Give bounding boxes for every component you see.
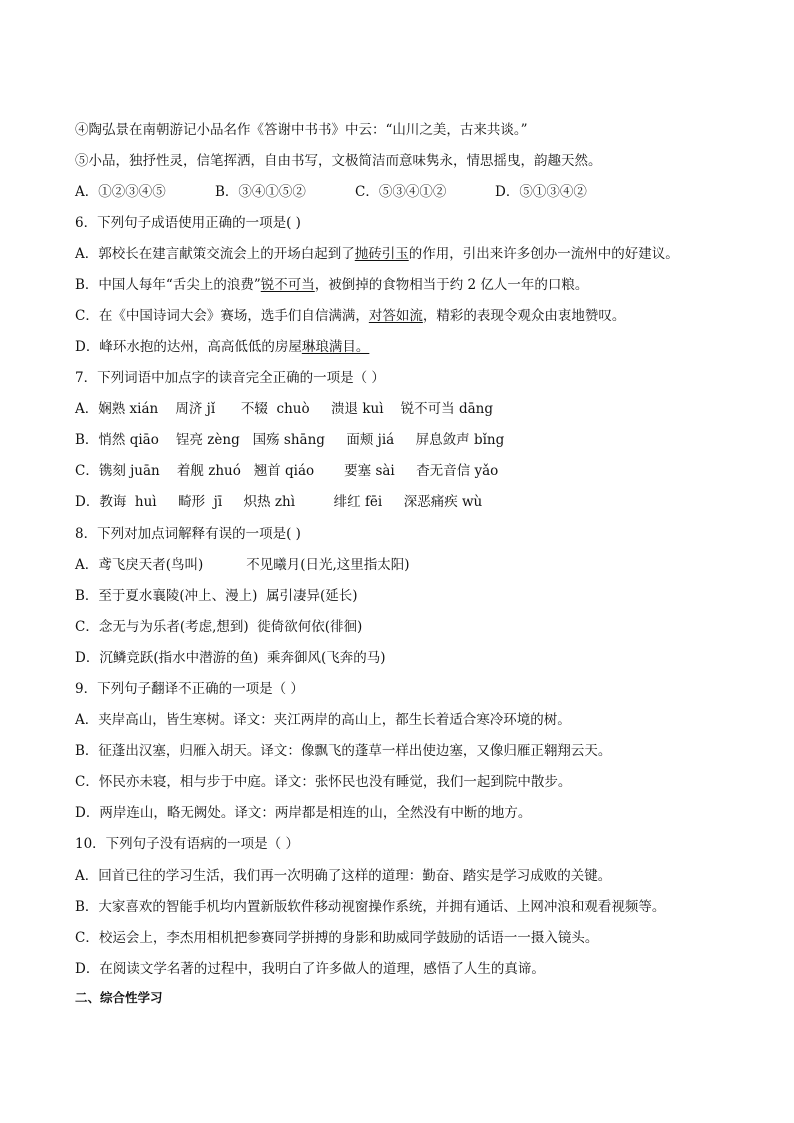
q7-option-b: B．悄然 qiāo 锃亮 zèng 国殇 shāng 面颊 jiá 屏息敛声 bǐng [75,432,505,448]
q6a-text-post: 的作用，引出来许多创办一流州中的好建议。 [408,246,679,262]
q5-option-a: A．①②③④⑤ [75,184,166,200]
q9-option-d: D．两岸连山，略无阙处。译文：两岸都是相连的山，全然没有中断的地方。 [75,805,532,821]
q9-option-a: A．夹岸高山，皆生寒树。译文：夹江两岸的高山上，都生长着适合寒冷环境的树。 [75,712,571,728]
q5-option-c: C．⑤③④①② [355,184,447,200]
q6-option-c [75,307,625,325]
q6d-text-pre: D．峰环水抱的达州，高高低低的房屋 [75,339,302,355]
question-8: 8．下列对加点词解释有误的一项是( ) [75,526,301,542]
q10-option-c: C．校运会上，李杰用相机把参赛同学拼搏的身影和助威同学鼓励的话语一一摄入镜头。 [75,930,599,946]
statement-4: ④陶弘景在南朝游记小品名作《答谢中书书》中云：“山川之美，古来共谈。” [75,122,528,138]
q6c-text-post: ，精彩的表现令观众由衷地赞叹。 [422,308,626,324]
q10-option-b: B．大家喜欢的智能手机均内置新版软件移动视窗操作系统，并拥有通话、上网冲浪和观看视频等。 [75,899,666,915]
q6d-underlined-idiom: 琳琅满目。 [301,339,370,355]
q7-option-d: D．教诲 huì 畸形 jī 炽热 zhì 绯红 fēi 深恶痛疾 wù [75,494,483,510]
q6c-text-pre: C．在《中国诗词大会》赛场，选手们自信满满， [75,308,369,324]
q6b-text-post: ，被倒掉的食物相当于约 2 亿人一年的口粮。 [314,277,589,293]
q8-option-c: C．念无与为乐者(考虑,想到) 徙倚欲何依(徘徊) [75,619,363,635]
q6c-underlined-idiom: 对答如流 [368,308,423,324]
q5-option-d: D．⑤①③④② [495,184,587,200]
statement-5: ⑤小品，独抒性灵，信笔挥洒，自由书写，文极简洁而意味隽永，情思摇曳，韵趣天然。 [75,153,602,169]
q9-option-c: C．怀民亦未寝，相与步于中庭。译文：张怀民也没有睡觉，我们一起到院中散步。 [75,774,572,790]
q6-option-b [75,276,588,294]
q7-option-a: A．娴熟 xián 周济 jǐ 不辍 chuò 溃退 kuì 锐不可当 dāng [75,401,494,417]
question-10: 10．下列句子没有语病的一项是（ ） [75,836,299,852]
q10-option-d: D．在阅读文学名著的过程中，我明白了许多做人的道理，感悟了人生的真谛。 [75,961,545,977]
q7-option-c: C．镌刻 juān 着舰 zhuó 翘首 qiáo 要塞 sài 杳无音信 yǎo [75,463,499,479]
q6-option-d [75,338,369,356]
question-6: 6．下列句子成语使用正确的一项是( ) [75,215,301,231]
q9-option-b: B．征蓬出汉塞，归雁入胡天。译文：像飘飞的蓬草一样出使边塞，又像归雁正翱翔云天。 [75,743,612,759]
q6a-underlined-idiom: 抛砖引玉 [354,246,409,262]
section-heading: 二、综合性学习 [75,990,163,1005]
q6-option-a [75,245,679,263]
q8-option-b: B．至于夏水襄陵(冲上、漫上) 属引凄异(延长) [75,588,358,604]
q6a-text-pre: A．郭校长在建言献策交流会上的开场白起到了 [75,246,355,262]
question-7: 7．下列词语中加点字的读音完全正确的一项是（ ） [75,370,385,386]
q6b-underlined-idiom: 锐不可当 [260,277,315,293]
q6b-text-pre: B．中国人每年“舌尖上的浪费” [75,277,261,293]
q10-option-a: A．回首已往的学习生活，我们再一次明确了这样的道理：勤奋、踏实是学习成败的关键。 [75,868,612,884]
q8-option-a: A．鸢飞戾天者(鸟叫) 不见曦月(日光,这里指太阳) [75,557,410,573]
q5-option-b: B．③④①⑤② [215,184,306,200]
q5-options [75,183,587,201]
question-9: 9．下列句子翻译不正确的一项是（ ） [75,681,304,697]
q8-option-d: D．沉鳞竞跃(指水中潜游的鱼) 乘奔御风(飞奔的马) [75,650,386,666]
